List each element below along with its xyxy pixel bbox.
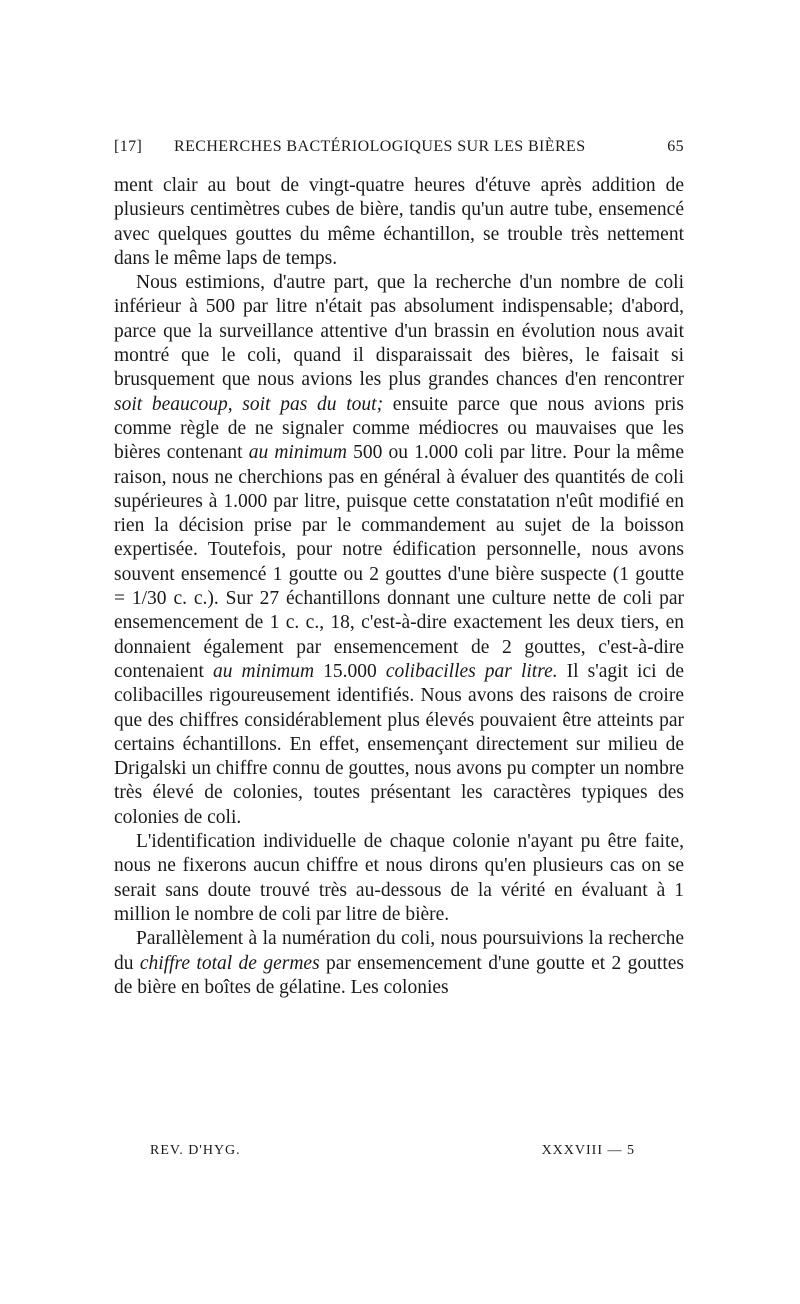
paragraph-text: Il s'agit ici de colibacilles rigoureusement identifiés. Nous avons des raisons de croire que des chiffres considérablement plus élevés pouvaient être atteints par certains échantillons. En effet, ensemençant directement sur milieu de Drigalski un chiffre connu de gouttes, nous avons pu compter un nombre très élevé de colonies, toutes présentant les caractères typiques des colonies de coli.	[114, 660, 685, 828]
body-text	[114, 174, 684, 1000]
italic-text: colibacilles par litre.	[385, 660, 558, 682]
paragraph-text: L'identification individuelle de chaque colonie n'ayant pu être faite, nous ne fixerons aucun chiffre et nous dirons qu'en plusieurs cas on se serait sans doute trouvé très au-dessous de la vérité en évaluant à 1 million le nombre de coli par litre de bière.	[114, 831, 684, 925]
paragraph	[114, 927, 684, 1000]
paragraph-text: Parallèlement à la numération du coli, nous poursuivions la recherche du	[114, 928, 684, 974]
signature-mark: XXXVIII — 5	[541, 1143, 635, 1158]
paragraph-text: par ensemencement d'une goutte et 2 gouttes de bière en boîtes de gélatine. Les colonies	[114, 952, 685, 998]
paragraph-text: Nous estimions, d'autre part, que la recherche d'un nombre de coli inférieur à 500 par litre n'était pas absolument indispensable; d'abord, parce que la surveillance attentive d'un brassin en évolution nous avait montré que le coli, quand il disparaissait des bières, le faisait si brusquement que nous avions les plus grandes chances d'en rencontrer	[114, 272, 684, 391]
italic-text: chiffre total de germes	[139, 952, 320, 974]
paragraph-text: ensuite parce que nous avions pris comme règle de ne signaler comme médiocres ou mauvaises que les bières contenant	[114, 393, 684, 464]
paragraph	[114, 271, 684, 830]
page-footer	[150, 1143, 635, 1167]
running-title: RECHERCHES BACTÉRIOLOGIQUES SUR LES BIÈRES	[174, 138, 586, 155]
page-number: 65	[667, 138, 684, 155]
chapter-number: [17]	[114, 138, 143, 155]
paragraph	[114, 830, 684, 927]
paragraph-continued	[114, 174, 684, 271]
italic-text: soit beaucoup, soit pas du tout;	[114, 393, 384, 415]
italic-text: au minimum	[212, 660, 315, 682]
running-head	[114, 138, 684, 162]
paragraph-text: 15.000	[314, 660, 386, 682]
journal-abbreviation: REV. D'HYG.	[150, 1143, 241, 1158]
paragraph-text: 500 ou 1.000 coli par litre. Pour la même raison, nous ne cherchions pas en général à évaluer des quantités de coli supérieures à 1.000 par litre, puisque cette constatation n'eût modifié en rien la décision prise par le commandement au sujet de la boisson expertisée. Toutefois, pour notre édification personnelle, nous avons souvent ensemencé 1 goutte ou 2 gouttes d'une bière suspecte (1 goutte = 1/30 c. c.). Sur 27 échantillons donnant une culture nette de coli par ensemencement de 1 c. c., 18, c'est-à-dire exactement les deux tiers, en donnaient également par ensemencement de 2 gouttes, c'est-à-dire contenaient	[114, 442, 684, 682]
italic-text: au minimum	[248, 442, 347, 464]
paragraph-text: ment clair au bout de vingt-quatre heures d'étuve après addition de plusieurs centimètres cubes de bière, tandis qu'un autre tube, ensemencé avec quelques gouttes du même échantillon, se trouble très nettement dans le même laps de temps.	[114, 175, 684, 269]
